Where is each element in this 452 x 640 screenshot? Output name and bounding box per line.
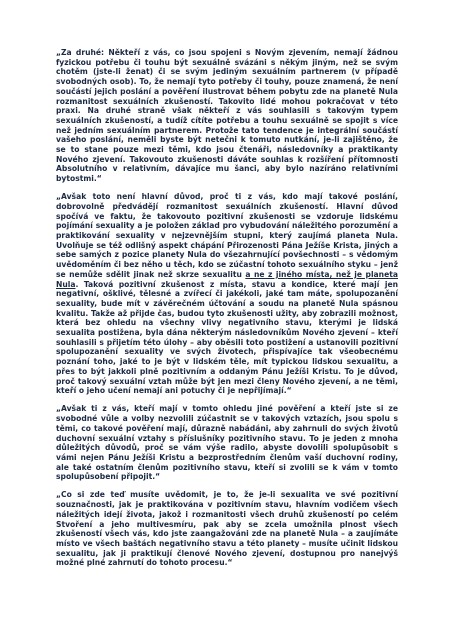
paragraph-1 — [56, 48, 398, 184]
paragraph-3-text: „Avšak ti z vás, kteří mají v tomto ohledu jiné pověření a kteří jste si ze svobodné vůle a volby nezvolili zúčastnit se v takových vztazích, jsou spolu s těmi, co takové pověření mají, důrazně nabádáni, aby zahrnuli do svých životů duchovní sexuální vztahy s příslušníky pozitivního stavu. To je jeden z mnoha důležitých důvodů, proč se vám výše radilo, abyste dovolili spolupůsobit s vámi nejen Pánu Ježíši Kristu a bezprostředním členům vaší duchovní rodiny, ale také ostatním členům pozitivního stavu, kteří si zvolili se k vám v tomto spolupůsobení připojit.“ — [56, 404, 398, 482]
paragraph-1-text: „Za druhé: Někteří z vás, co jsou spojeni s Novým zjevením, nemají žádnou fyzickou potřebu či touhu být sexuálně svázáni s někým jiným, než se svým chotěm (jste-li ženat) či se svým jediným sexuálním partnerem (v případě svobodných osob). To, že nemají tyto potřeby či touhy, pouze znamená, že není součástí jejich poslání a pověření ilustrovat během pobytu zde na planetě Nula rozmanitost sexuálních zkušeností. Takovito lidé mohou pokračovat v této praxi. Na druhé straně však někteří z vás souhlasili s takovým typem sexuálních zkušeností, a tudíž cítíte potřebu a touhu sexuálně se spojit s více než jedním sexuálním partnerem. Protože tato tendence je integrální součástí vašeho poslání, neměli byste být netečni k tomuto nutkání, je-li zajištěno, že se to stane pouze mezi těmi, kdo jsou čtenáři, následovníky a praktikanty Nového zjevení. Takovouto zkušenosti dáváte souhlas k rozšíření přítomnosti Absolutního v relativním, dávajíce mu šanci, aby bylo nazíráno relativními bytostmi.“ — [56, 48, 398, 184]
paragraph-2-text-a: „Avšak toto není hlavní důvod, proč ti z vás, kdo mají takové poslání, dobrovolně předvádějí rozmanitost sexuálních zkušeností. Hlavní důvod spočívá ve faktu, že takovouto pozitivní zkušenosti se vzdoruje lidskému pojímání sexuality a je položen základ pro vybudování náležitého porozumění a praktikování sexuality v nejzevnějším stupni, který zaujímá planeta Nula. Uvolňuje se též odlišný aspekt chápání Přirozenosti Pána Ježíše Krista, jiných a sebe samých z pozice planety Nula do všezahrnující povšechnosti – s vědomým uvědoměním či bez něho u těch, kdo se zúčastní tohoto sexuálního styku – jenž se nemůže sdělit jinak než skrze sexualitu — [56, 192, 398, 279]
document-body — [56, 48, 398, 576]
underlined-phrase: a ne z jiného místa, než je planeta Nula — [56, 269, 398, 289]
paragraph-4 — [56, 490, 398, 568]
paragraph-3 — [56, 404, 398, 482]
paragraph-2 — [56, 192, 398, 396]
paragraph-4-text: „Co si zde teď musíte uvědomit, je to, že je-li sexualita ve své pozitivní souznačnosti, jak je praktikována v pozitivním stavu, hlavním vodičem všech náležitých idejí života, jakož i rozmanitosti všech druhů zkušeností po celém Stvoření a jeho multivesmíru, pak aby se zcela umožnila plnost všech zkušeností všech vás, kdo jste zaangažováni zde na planetě Nula – a zaujímáte místo ve všech baštách negativního stavu a této planety – musíte učinit lidskou sexualitu, jak ji praktikují členové Nového zjevení, dostupnou pro nanejvýš možné plné zahrnutí do tohoto procesu.“ — [56, 490, 398, 568]
paragraph-2-text-b: . Taková pozitivní zkušenost z místa, stavu a kondice, které mají jen negativní, ošklivé, tělesné a zvířecí či jakékoli, jaké tam máte, spolupozanění sexuality, bude mít v závěrečném účtování a soudu na planetě Nula spásnou kvalitu. Takže až přijde čas, budou tyto zkušenosti užity, aby zobrazili možnost, která bez ohledu na všechny vlivy negativního stavu, kterými je lidská sexualita postižena, byla dána některým následovníkům Nového zjevení – kteří souhlasili s přijetím této úlohy – aby oběsili toto postižení a ustanovili pozitivní spolupozanění sexuality ve svých životech, přispívajíce tak všeobecnému poznání toho, jaké to je být v lidském těle, mít typickou lidskou sexualitu, a přes to být jakkoli plně pozitivním a oddaným Pánu Ježíši Kristu. To je důvod, proč takový sexuální vztah může být jen mezi členy Nového zjevení, a ne těmi, kteří o jeho učení nemají ani potuchy či je nepřijímají.“ — [56, 279, 398, 396]
